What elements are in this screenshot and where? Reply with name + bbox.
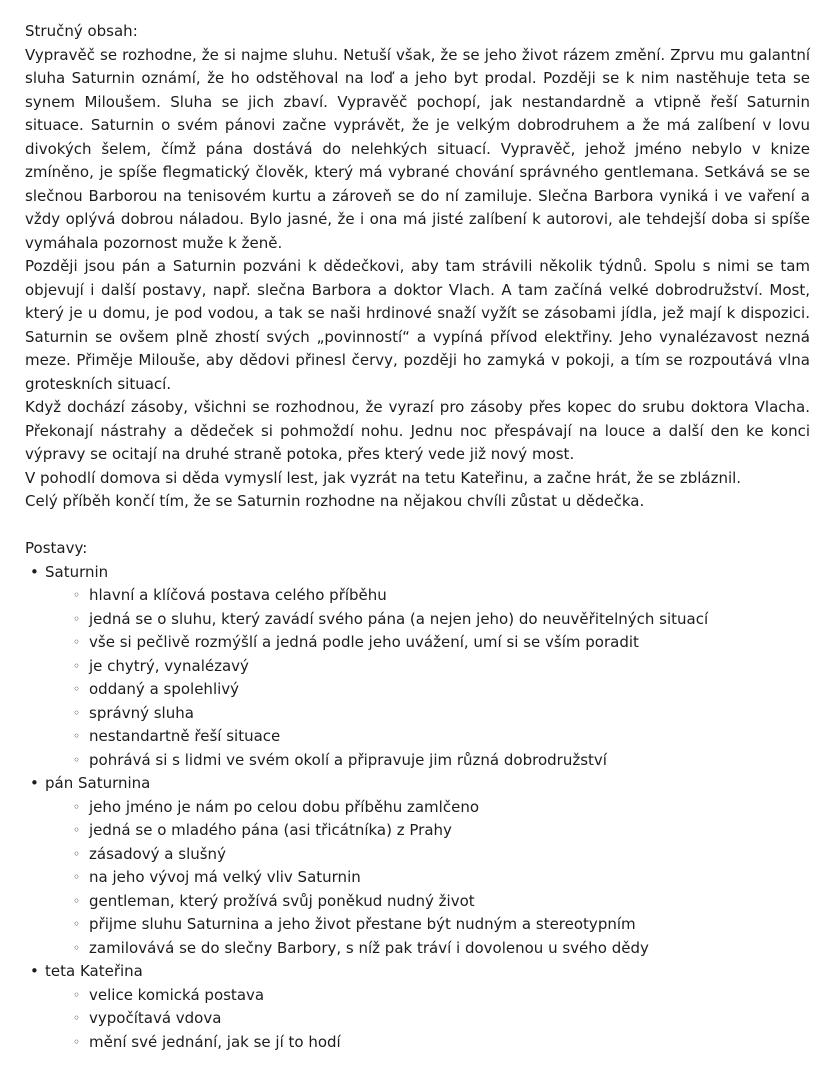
character-item — [25, 960, 810, 1054]
trait-text: vše si pečlivě rozmýšlí a jedná podle jeho uvážení, umí si se vším poradit — [89, 633, 639, 651]
trait-text: gentleman, který prožívá svůj poněkud nudný život — [89, 891, 475, 910]
circle-bullet-icon: ◦ — [73, 658, 81, 673]
trait-item — [25, 655, 810, 679]
trait-item — [25, 1031, 810, 1055]
circle-bullet-icon: ◦ — [73, 893, 81, 908]
characters-list — [25, 561, 810, 1055]
bullet-icon: • — [30, 774, 39, 792]
trait-item — [25, 796, 810, 820]
trait-list — [25, 796, 810, 961]
trait-text: přijme sluhu Saturnina a jeho život přestane být nudným a stereotypním — [89, 915, 636, 933]
character-line — [25, 960, 810, 984]
trait-item — [25, 631, 810, 655]
trait-text: hlavní a klíčová postava celého příběhu — [89, 586, 387, 604]
trait-item — [25, 843, 810, 867]
circle-bullet-icon: ◦ — [73, 870, 81, 884]
trait-text: jedná se o mladého pána (asi třicátníka) z Prahy — [89, 821, 452, 839]
trait-item — [25, 1007, 810, 1031]
circle-bullet-icon: ◦ — [73, 846, 81, 861]
character-item — [25, 772, 810, 960]
summary-paragraph-5: Celý příběh končí tím, že se Saturnin rozhodne na nějakou chvíli zůstat u dědečka. — [25, 492, 645, 510]
trait-text: na jeho vývoj má velký vliv Saturnin — [89, 868, 361, 886]
trait-item — [25, 937, 810, 961]
summary-paragraph-3: Když dochází zásoby, všichni se rozhodnou, že vyrazí pro zásoby přes kopec do srubu doktora Vlacha. Překonají nástrahy a dědeček si pohmoždí nohu. Jednu noc přespávají na louce a další den ke konci výpravy se ocitají na druhé straně potoka, přes který vede již nový most. — [25, 398, 810, 463]
trait-list — [25, 984, 810, 1055]
character-name: pán Saturnina — [45, 774, 151, 792]
trait-text: pohrává si s lidmi ve svém okolí a připravuje jim různá dobrodružství — [89, 750, 607, 769]
trait-text: zásadový a slušný — [89, 844, 226, 863]
trait-item — [25, 678, 810, 702]
trait-item — [25, 584, 810, 608]
trait-text: zamilovává se do slečny Barbory, s níž pak tráví i dovolenou u svého dědy — [89, 938, 649, 957]
summary-paragraph-1: Vypravěč se rozhodne, že si najme sluhu. Netuší však, že se jeho život rázem změní. Zprvu mu galantní sluha Saturnin oznámí, že ho odstěhoval na loď a jeho byt prodal. Později se k nim nastěhuje teta se synem Miloušem. Sluha se jich zbaví. Vypravěč pochopí, jak nestandardně a vtipně řeší Saturnin situace. Saturnin o svém pánovi začne vyprávět, že je velkým dobrodruhem a že má zalíbení v lovu divokých šelem, čímž pána dostává do nelehkých situací. Vypravěč, jehož jméno nebylo v knize zmíněno, je spíše flegmatický člověk, který má vybrané chování správného gentlemana. Setkává se se slečnou Barborou na tenisovém kurtu a zároveň se do ní zamiluje. Slečna Barbora vyniká i ve vaření a vždy oplývá dobrou náladou. Bylo jasné, že i ona má jisté zalíbení k autorovi, ale tehdejší doba si spíše vymáhala pozornost muže k ženě. — [25, 45, 810, 252]
trait-item — [25, 984, 810, 1008]
trait-text: mění své jednání, jak se jí to hodí — [89, 1032, 341, 1051]
circle-bullet-icon: ◦ — [73, 705, 81, 720]
circle-bullet-icon: ◦ — [73, 752, 81, 767]
trait-text: je chytrý, vynalézavý — [89, 656, 249, 675]
trait-text: velice komická postava — [89, 985, 265, 1004]
circle-bullet-icon: ◦ — [73, 823, 81, 837]
trait-text: oddaný a spolehlivý — [89, 680, 240, 698]
circle-bullet-icon: ◦ — [73, 611, 81, 626]
trait-item — [25, 702, 810, 726]
circle-bullet-icon: ◦ — [73, 987, 81, 1002]
trait-item — [25, 749, 810, 773]
trait-item — [25, 608, 810, 632]
circle-bullet-icon: ◦ — [73, 588, 81, 602]
trait-item — [25, 725, 810, 749]
character-line — [25, 772, 810, 796]
circle-bullet-icon: ◦ — [73, 917, 81, 931]
circle-bullet-icon: ◦ — [73, 682, 81, 696]
bullet-icon: • — [30, 962, 39, 980]
trait-text: správný sluha — [89, 703, 194, 722]
circle-bullet-icon: ◦ — [73, 940, 81, 955]
trait-text: vypočítavá vdova — [89, 1009, 222, 1027]
trait-item — [25, 819, 810, 843]
circle-bullet-icon: ◦ — [73, 1011, 81, 1025]
circle-bullet-icon: ◦ — [73, 799, 81, 814]
section-gap — [25, 514, 810, 538]
trait-text: jeho jméno je nám po celou dobu příběhu zamlčeno — [89, 797, 479, 816]
character-line — [25, 561, 810, 585]
character-name: Saturnin — [45, 562, 109, 581]
trait-text: nestandartně řeší situace — [89, 727, 281, 745]
summary-paragraph-2: Později jsou pán a Saturnin pozváni k dědečkovi, aby tam strávili několik týdnů. Spolu s nimi se tam objevují i další postavy, např. slečna Barbora a doktor Vlach. A tam začíná velké dobrodružství. Most, který je u domu, je pod vodou, a tak se naši hrdinové snaží vyžít se zásobami jídla, jež mají k dispozici. Saturnin se ovšem plně zhostí svých „povinností“ a vypíná přívod elektřiny. Jeho vynalézavost nezná meze. Přiměje Milouše, aby dědovi přinesl červy, později ho zamyká v pokoji, a tím se rozpoutává vlna groteskních situací. — [25, 257, 810, 393]
trait-text: jedná se o sluhu, který zavádí svého pána (a nejen jeho) do neuvěřitelných situací — [89, 609, 709, 628]
characters-heading: Postavy: — [25, 539, 88, 557]
circle-bullet-icon: ◦ — [73, 729, 81, 743]
circle-bullet-icon: ◦ — [73, 1034, 81, 1049]
bullet-icon: • — [30, 562, 39, 581]
trait-item — [25, 913, 810, 937]
summary-heading: Stručný obsah: — [25, 22, 138, 40]
character-name: teta Kateřina — [45, 962, 143, 980]
summary-paragraph-4: V pohodlí domova si děda vymyslí lest, jak vyzrát na tetu Kateřinu, a začne hrát, že se zbláznil. — [25, 468, 742, 487]
trait-list — [25, 584, 810, 772]
trait-item — [25, 890, 810, 914]
character-item — [25, 561, 810, 773]
trait-item — [25, 866, 810, 890]
circle-bullet-icon: ◦ — [73, 635, 81, 649]
